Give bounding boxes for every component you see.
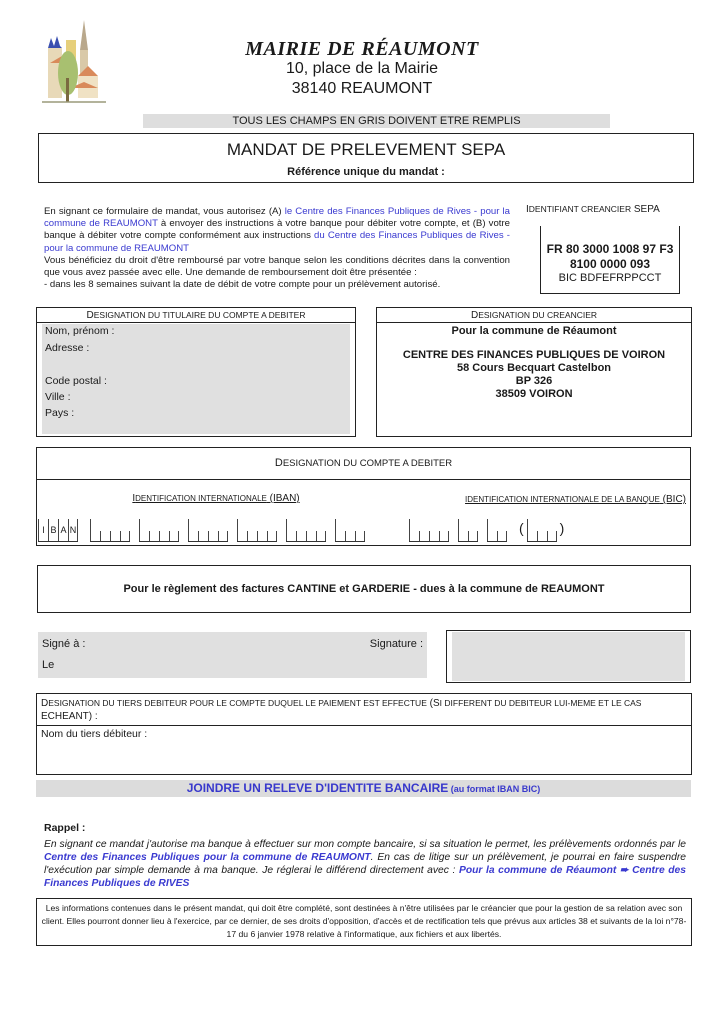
debit-account-heading: DESIGNATION DU COMPTE A DEBITER <box>36 447 691 480</box>
bic-paren-open: ( <box>519 520 524 536</box>
signed-at-label[interactable]: Signé à : <box>42 638 86 650</box>
bic-group-1[interactable] <box>409 519 449 542</box>
bic-group-3[interactable] <box>487 519 507 542</box>
intro-creditor-ref: le Centre des Finances Publiques de Rives - pour la commune de REAUMONT <box>44 206 511 230</box>
mandat-reference-label[interactable]: Référence unique du mandat : <box>287 166 445 178</box>
mandat-header-box <box>38 133 694 183</box>
iban-group-5[interactable] <box>286 519 326 542</box>
iban-label: IDENTIFICATION INTERNATIONALE (IBAN) <box>132 493 300 504</box>
postal-code-field-label[interactable]: Code postal : <box>45 375 107 387</box>
address-line-1: 10, place de la Mairie <box>285 60 439 77</box>
iban-prefix-cells: I B A N <box>38 519 78 542</box>
intro-creditor-ref: du Centre des Finances Publiques de Rives - pour la commune de REAUMONT <box>44 230 511 254</box>
account-holder-fields[interactable] <box>42 324 350 434</box>
bic-group-branch[interactable] <box>527 519 557 542</box>
payment-purpose-box: Pour le règlement des factures CANTINE et GARDERIE - dues à la commune de REAUMONT <box>37 565 691 613</box>
iban-bic-input-cells[interactable] <box>38 514 567 542</box>
rappel-text: En signant ce mandat j'autorise ma banque à effectuer sur mon compte bancaire, si sa situation le permet, les prélèvements ordonnés par le Centre des Finances Publiques pour la commune de REAUMONT. En cas de litige sur un prélèvement, je pourrai en faire suspendre l'exécution par simple demande à ma banque. Je réglerai le différend directement avec : Pour la commune de Réaumont ➨ Centre des Finances Publiques de RIVES <box>44 839 687 889</box>
signature-box[interactable] <box>446 630 691 683</box>
intro-part: à envoyer des instructions à votre banque pour débiter votre compte, et (B) votre banque à débiter votre compte conformément aux instructions <box>44 218 510 242</box>
iban-group-3[interactable] <box>188 519 228 542</box>
creditor-id-label: IDENTIFIANT CREANCIER SEPA <box>526 204 660 215</box>
privacy-notice: Les informations contenues dans le présent mandat, qui doit être complété, sont destinées à n'être utilisées par le créancier que pour la gestion de sa relation avec son client. Elles pourront donner lieu à l'exercice, par ce dernier, de ses droits d'opposition, d'accès et de rectification tels que prévus aux articles 38 et suivants de la loi n°78-17 du 6 janvier 1978 relative à l'informatique, aux fichiers et aux libertés. <box>36 898 692 946</box>
intro-text <box>44 206 510 291</box>
signature-label: Signature : <box>369 638 423 650</box>
bic-group-2[interactable] <box>458 519 478 542</box>
account-holder-section <box>36 307 356 437</box>
intro-refund-delay: - dans les 8 semaines suivant la date de débit de votre compte pour un prélèvement autorisé. <box>44 279 441 291</box>
date-label[interactable]: Le <box>42 659 55 671</box>
iban-group-1[interactable] <box>90 519 130 542</box>
iban-group-2[interactable] <box>139 519 179 542</box>
creditor-name: CENTRE DES FINANCES PUBLIQUES DE VOIRON <box>402 349 666 361</box>
attach-rib-notice: JOINDRE UN RELEVE D'IDENTITE BANCAIRE (au format IBAN BIC) <box>36 780 691 797</box>
intro-part: En signant ce formulaire de mandat, vous autorisez (A) <box>44 206 285 217</box>
third-party-heading: DESIGNATION DU TIERS DEBITEUR POUR LE COMPTE DUQUEL LE PAIEMENT EST EFFECTUE (SI DIFFERENT DU DEBITEUR LUI-MEME ET LE CAS ECHEANT) : <box>37 694 691 726</box>
creditor-bp: BP 326 <box>515 375 553 387</box>
bic-paren-close: ) <box>559 520 565 536</box>
creditor-street: 58 Cours Becquart Castelbon <box>456 362 612 374</box>
creditor-id-line-1: FR 80 3000 1008 97 F3 <box>546 242 674 256</box>
address-field-label[interactable]: Adresse : <box>45 342 90 354</box>
intro-refund-text: Vous bénéficiez du droit d'être remboursé par votre banque selon les conditions décrites dans la convention que vous avez passée avec elle. Une demande de remboursement doit être présentée : <box>44 254 510 279</box>
creditor-city: 38509 VOIRON <box>495 388 573 400</box>
creditor-commune: Pour la commune de Réaumont <box>451 325 617 337</box>
mairie-title: MAIRIE DE RÉAUMONT <box>245 38 479 60</box>
city-field-label[interactable]: Ville : <box>45 391 71 403</box>
third-party-debtor-section <box>36 693 692 775</box>
iban-group-4[interactable] <box>237 519 277 542</box>
iban-group-6[interactable] <box>335 519 365 542</box>
creditor-id-line-2: 8100 0000 093 <box>569 257 651 271</box>
signature-place-date-fields[interactable] <box>38 632 427 678</box>
bic-label: IDENTIFICATION INTERNATIONALE DE LA BANQUE (BIC) <box>465 494 686 505</box>
creditor-bic: BIC BDFEFRPPCCT <box>558 272 662 284</box>
creditor-heading: DESIGNATION DU CREANCIER <box>377 308 691 323</box>
grey-fields-notice: TOUS LES CHAMPS EN GRIS DOIVENT ETRE REMPLIS <box>143 114 610 128</box>
name-field-label[interactable]: Nom, prénom : <box>45 325 115 337</box>
rappel-title: Rappel : <box>44 822 86 834</box>
address-line-2: 38140 REAUMONT <box>291 80 433 97</box>
mandat-title: MANDAT DE PRELEVEMENT SEPA <box>226 140 506 159</box>
account-holder-heading: DESIGNATION DU TITULAIRE DU COMPTE A DEBITER <box>37 308 355 323</box>
country-field-label[interactable]: Pays : <box>45 407 75 419</box>
third-party-name-field[interactable]: Nom du tiers débiteur : <box>41 728 148 740</box>
creditor-id-box <box>540 226 680 294</box>
creditor-section <box>376 307 692 437</box>
